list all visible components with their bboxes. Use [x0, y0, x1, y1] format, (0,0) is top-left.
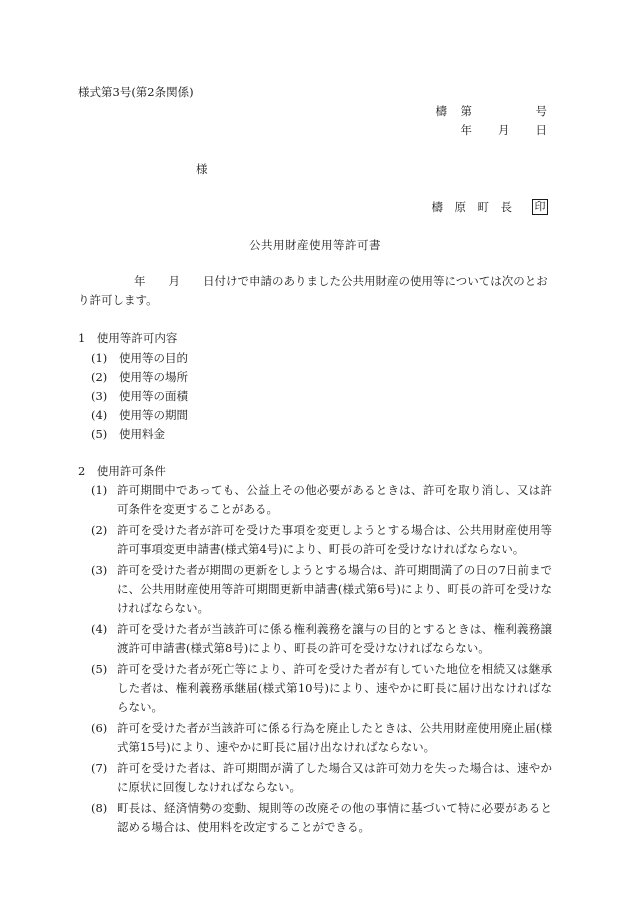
item-number: (3)	[91, 389, 108, 403]
item-text: 使用料金	[119, 427, 165, 441]
item-text: 許可を受けた者が期間の更新をしようとする場合は、許可期間満了の日の7日前までに、公共用財産使用等許可期間更新申請書(様式第6号)により、町長の許可を受けなければならない。	[117, 563, 552, 615]
item-text: 許可期間中であっても、公益上その他必要があるときは、許可を取り消し、又は許可条件を変更することがある。	[117, 483, 552, 516]
list-item	[91, 719, 552, 757]
item-number: (7)	[91, 761, 108, 775]
item-number: (5)	[91, 662, 108, 676]
item-text: 町長は、経済情勢の変動、規則等の改廃その他の事情に基づいて特に必要があると認める場合は、使用料を改定することができる。	[117, 801, 552, 834]
list-item	[91, 349, 188, 368]
list-item	[91, 387, 188, 406]
list-item	[91, 481, 552, 519]
item-text: 許可を受けた者が当該許可に係る権利義務を譲与の目的とするときは、権利義務譲渡許可申請書(様式第8号)により、町長の許可を受けなければならない。	[117, 622, 552, 655]
issuer	[432, 199, 549, 215]
item-number: (1)	[91, 351, 108, 365]
seal-mark: 印	[532, 199, 548, 215]
item-text: 許可を受けた者が死亡等により、許可を受けた者が有していた地位を相続又は継承した者は、権利義務承継届(様式第10号)により、速やかに町長に届け出なければならない。	[117, 662, 552, 714]
item-number: (8)	[91, 801, 108, 815]
item-text: 使用等の目的	[119, 351, 188, 365]
list-item	[91, 561, 552, 618]
issue-date: 年 月 日	[460, 123, 548, 137]
section1-list	[91, 349, 188, 444]
item-text: 許可を受けた者は、許可期間が満了した場合又は許可効力を失った場合は、速やかに原状に回復しなければならない。	[117, 761, 552, 794]
section1-heading: 1 使用等許可内容	[78, 331, 178, 345]
list-item	[91, 799, 552, 837]
list-item	[91, 759, 552, 797]
list-item	[91, 425, 188, 444]
item-number: (1)	[91, 483, 108, 497]
list-item	[91, 620, 552, 658]
item-number: (4)	[91, 408, 108, 422]
item-number: (2)	[91, 523, 108, 537]
list-item	[91, 521, 552, 559]
item-number: (6)	[91, 721, 108, 735]
intro-paragraph	[78, 272, 552, 310]
item-text: 許可を受けた者が当該許可に係る行為を廃止したときは、公共用財産使用廃止届(様式第15号)により、速やかに町長に届け出なければならない。	[117, 721, 552, 754]
item-text: 使用等の期間	[119, 408, 188, 422]
item-text: 使用等の場所	[119, 370, 188, 384]
item-number: (2)	[91, 370, 108, 384]
document-title: 公共用財産使用等許可書	[249, 238, 381, 252]
issuer-name: 檮 原 町 長	[431, 200, 512, 214]
section2-list	[91, 481, 552, 839]
item-text: 使用等の面積	[119, 389, 188, 403]
item-number: (5)	[91, 427, 108, 441]
form-id: 様式第3号(第2条関係)	[78, 85, 194, 99]
item-number: (3)	[91, 563, 108, 577]
list-item	[91, 660, 552, 717]
list-item	[91, 368, 188, 387]
item-number: (4)	[91, 622, 108, 636]
item-text: 許可を受けた者が許可を受けた事項を変更しようとする場合は、公共用財産使用等許可事項変更申請書(様式第4号)により、町長の許可を受けなければならない。	[117, 523, 552, 556]
intro-text: 年 月 日付けで申請のありました公共用財産の使用等については次のとおり許可します。	[78, 274, 548, 307]
list-item	[91, 406, 188, 425]
document-number: 檮 第 号	[435, 104, 548, 118]
section2-heading: 2 使用許可条件	[78, 464, 166, 478]
addressee: 様	[196, 162, 208, 176]
